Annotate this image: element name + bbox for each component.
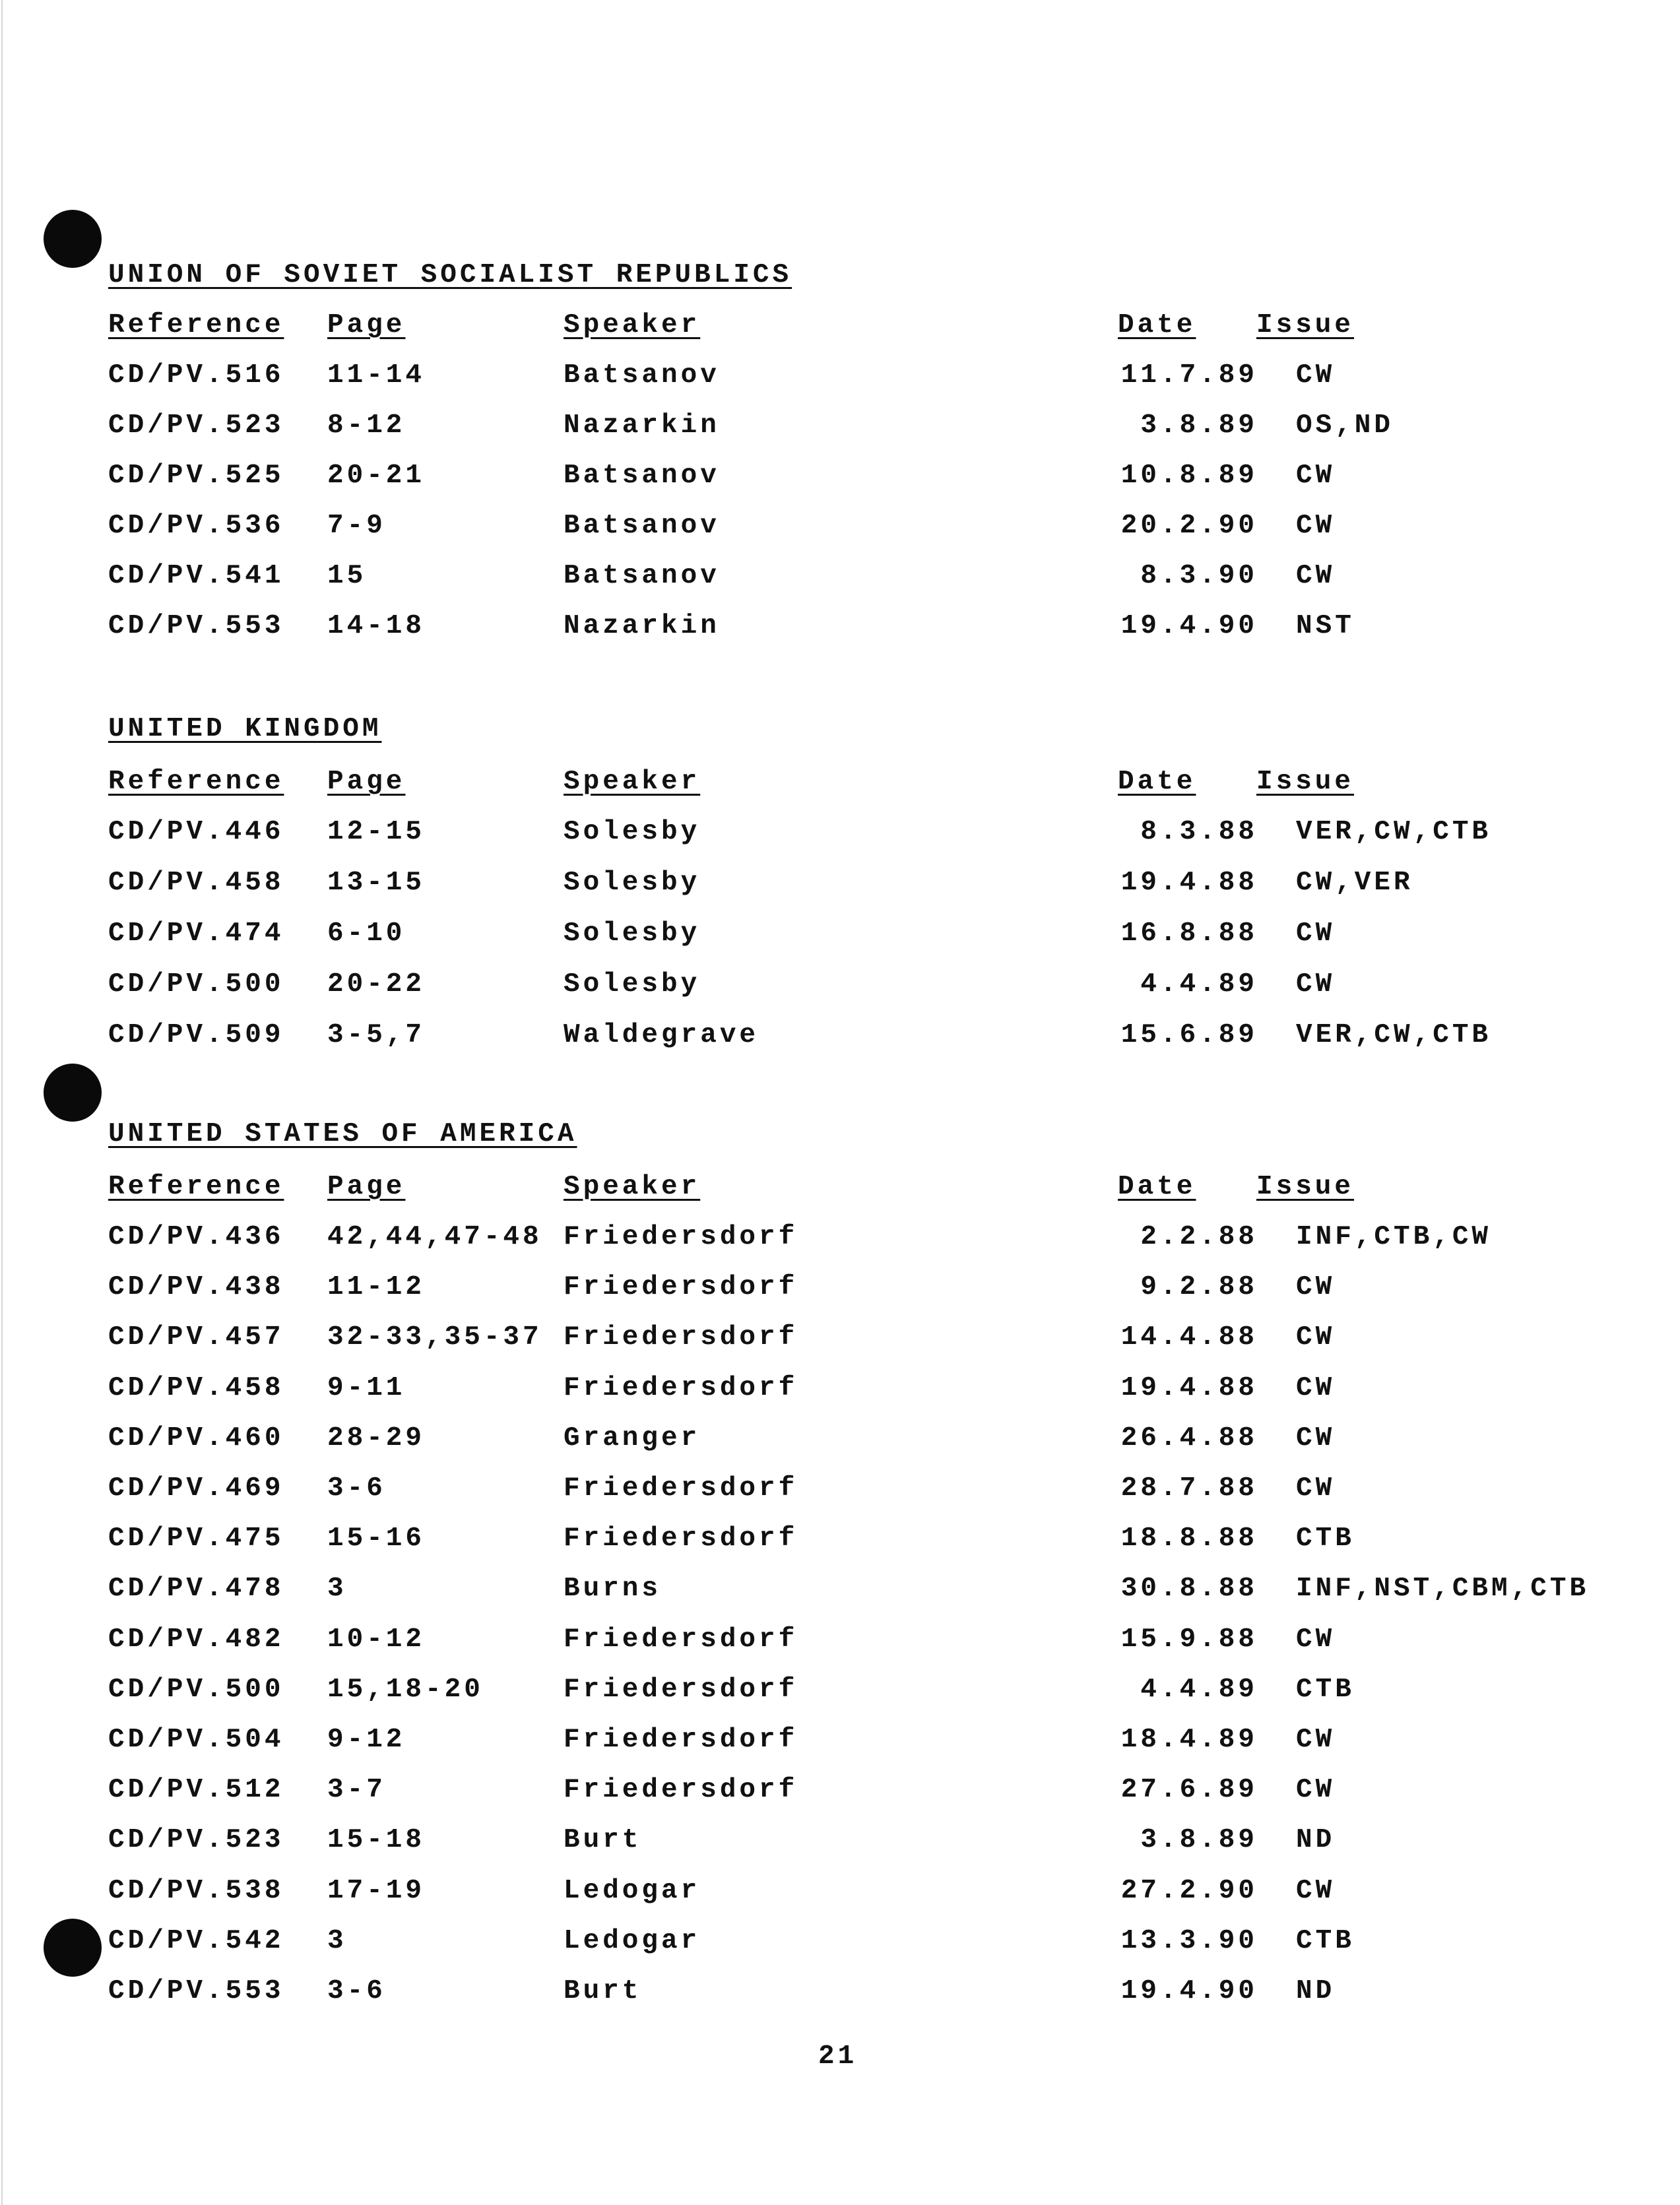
cell-date: 8.3.88 — [1140, 817, 1258, 847]
cell-reference: CD/PV.438 — [108, 1272, 284, 1303]
table-row — [0, 1624, 1680, 1664]
column-header-reference: Reference — [108, 1172, 284, 1202]
table-row — [0, 1272, 1680, 1312]
table-row — [0, 1825, 1680, 1865]
cell-speaker: Solesby — [564, 868, 701, 898]
cell-date: 15.6.89 — [1120, 1020, 1258, 1050]
column-header-speaker: Speaker — [564, 310, 701, 340]
cell-issue: CW — [1296, 969, 1336, 1000]
table-row — [0, 410, 1680, 450]
column-header-speaker: Speaker — [564, 1172, 701, 1202]
cell-speaker: Nazarkin — [564, 410, 720, 441]
cell-speaker: Batsanov — [564, 561, 720, 591]
cell-page: 20-22 — [327, 969, 426, 1000]
cell-date: 18.4.89 — [1120, 1725, 1258, 1755]
cell-reference: CD/PV.523 — [108, 1825, 284, 1856]
cell-issue: CW,VER — [1296, 868, 1413, 898]
cell-page: 15-18 — [327, 1825, 426, 1856]
cell-reference: CD/PV.457 — [108, 1322, 284, 1353]
section-title: UNITED STATES OF AMERICA — [108, 1119, 577, 1149]
cell-reference: CD/PV.504 — [108, 1725, 284, 1755]
table-row — [0, 1020, 1680, 1060]
cell-page: 3 — [327, 1574, 347, 1605]
punch-hole-middle — [44, 1064, 102, 1122]
cell-issue: CW — [1296, 461, 1336, 491]
column-header-row — [0, 310, 1680, 350]
cell-page: 3-6 — [327, 1976, 386, 2006]
cell-reference: CD/PV.446 — [108, 817, 284, 847]
cell-reference: CD/PV.512 — [108, 1775, 284, 1806]
page-number: 21 — [818, 2041, 858, 2072]
cell-speaker: Burt — [564, 1976, 642, 2006]
cell-date: 3.8.89 — [1140, 410, 1258, 441]
cell-issue: CW — [1296, 1422, 1336, 1454]
cell-page: 13-15 — [327, 868, 426, 898]
cell-date: 30.8.88 — [1120, 1574, 1258, 1605]
cell-speaker: Friedersdorf — [564, 1523, 798, 1554]
cell-date: 15.9.88 — [1120, 1624, 1258, 1655]
cell-issue: VER,CW,CTB — [1296, 817, 1492, 847]
section-title: UNITED KINGDOM — [108, 714, 382, 744]
cell-reference: CD/PV.509 — [108, 1020, 284, 1050]
cell-page: 11-14 — [327, 360, 426, 391]
table-row — [0, 868, 1680, 907]
column-header-date: Date — [1118, 767, 1196, 797]
column-header-issue: Issue — [1256, 310, 1355, 340]
table-row — [0, 561, 1680, 600]
cell-date: 20.2.90 — [1120, 511, 1258, 541]
cell-page: 6-10 — [327, 918, 406, 949]
cell-issue: INF,CTB,CW — [1296, 1222, 1492, 1252]
cell-speaker: Friedersdorf — [564, 1222, 798, 1252]
cell-reference: CD/PV.553 — [108, 611, 284, 641]
cell-issue: CW — [1296, 1272, 1336, 1303]
cell-speaker: Ledogar — [564, 1925, 701, 1956]
cell-issue: CW — [1296, 1875, 1336, 1906]
cell-date: 10.8.89 — [1120, 461, 1258, 491]
table-row — [0, 1976, 1680, 2016]
cell-date: 28.7.88 — [1120, 1473, 1258, 1504]
cell-page: 7-9 — [327, 511, 386, 541]
cell-page: 20-21 — [327, 461, 426, 491]
table-row — [0, 1373, 1680, 1413]
cell-reference: CD/PV.478 — [108, 1574, 284, 1605]
cell-reference: CD/PV.523 — [108, 410, 284, 441]
cell-speaker: Burt — [564, 1825, 642, 1856]
table-row — [0, 1876, 1680, 1915]
cell-speaker: Nazarkin — [564, 611, 720, 641]
cell-date: 19.4.88 — [1120, 1372, 1258, 1403]
cell-page: 9-12 — [327, 1725, 406, 1755]
cell-page: 8-12 — [327, 410, 406, 441]
cell-date: 16.8.88 — [1120, 918, 1258, 949]
column-header-reference: Reference — [108, 767, 284, 797]
column-header-row — [0, 767, 1680, 806]
cell-date: 3.8.89 — [1140, 1825, 1258, 1856]
cell-issue: NST — [1296, 611, 1355, 641]
table-row — [0, 360, 1680, 400]
cell-reference: CD/PV.500 — [108, 969, 284, 1000]
cell-page: 3-6 — [327, 1473, 386, 1504]
cell-date: 8.3.90 — [1140, 561, 1258, 591]
cell-date: 14.4.88 — [1120, 1322, 1258, 1353]
column-header-page: Page — [327, 767, 406, 797]
cell-page: 28-29 — [327, 1422, 426, 1454]
column-header-speaker: Speaker — [564, 767, 701, 797]
cell-speaker: Batsanov — [564, 511, 720, 541]
cell-issue: CW — [1296, 360, 1336, 391]
table-row — [0, 1523, 1680, 1563]
column-header-page: Page — [327, 1172, 406, 1202]
cell-speaker: Waldegrave — [564, 1020, 759, 1050]
table-row — [0, 1725, 1680, 1764]
cell-date: 2.2.88 — [1140, 1222, 1258, 1252]
cell-speaker: Burns — [564, 1574, 662, 1605]
cell-speaker: Friedersdorf — [564, 1725, 798, 1755]
table-row — [0, 1675, 1680, 1714]
table-row — [0, 817, 1680, 856]
cell-speaker: Friedersdorf — [564, 1624, 798, 1655]
cell-date: 13.3.90 — [1120, 1925, 1258, 1956]
column-header-row — [0, 1172, 1680, 1211]
cell-issue: CW — [1296, 1322, 1336, 1353]
cell-speaker: Solesby — [564, 918, 701, 949]
cell-page: 9-11 — [327, 1372, 406, 1403]
table-row — [0, 918, 1680, 958]
cell-page: 3 — [327, 1925, 347, 1956]
cell-speaker: Friedersdorf — [564, 1322, 798, 1353]
table-row — [0, 1574, 1680, 1613]
cell-page: 15 — [327, 561, 367, 591]
column-header-page: Page — [327, 310, 406, 340]
cell-page: 10-12 — [327, 1624, 426, 1655]
column-header-issue: Issue — [1256, 1172, 1355, 1202]
cell-reference: CD/PV.474 — [108, 918, 284, 949]
cell-date: 19.4.90 — [1120, 1976, 1258, 2006]
table-row — [0, 969, 1680, 1009]
cell-page: 17-19 — [327, 1875, 426, 1906]
punch-hole-top — [44, 210, 102, 268]
column-header-date: Date — [1118, 310, 1196, 340]
cell-reference: CD/PV.500 — [108, 1674, 284, 1705]
cell-speaker: Granger — [564, 1422, 701, 1454]
cell-date: 9.2.88 — [1140, 1272, 1258, 1303]
cell-issue: CTB — [1296, 1674, 1355, 1705]
table-row — [0, 1222, 1680, 1262]
cell-speaker: Solesby — [564, 969, 701, 1000]
cell-page: 3-7 — [327, 1775, 386, 1806]
cell-speaker: Friedersdorf — [564, 1674, 798, 1705]
table-row — [0, 461, 1680, 500]
cell-issue: CW — [1296, 1473, 1336, 1504]
table-row — [0, 611, 1680, 651]
table-row — [0, 511, 1680, 550]
cell-speaker: Friedersdorf — [564, 1272, 798, 1303]
cell-date: 4.4.89 — [1140, 1674, 1258, 1705]
cell-page: 32-33,35-37 — [327, 1322, 542, 1353]
cell-issue: CW — [1296, 561, 1336, 591]
cell-page: 12-15 — [327, 817, 426, 847]
cell-speaker: Friedersdorf — [564, 1775, 798, 1806]
column-header-date: Date — [1118, 1172, 1196, 1202]
cell-reference: CD/PV.436 — [108, 1222, 284, 1252]
cell-reference: CD/PV.482 — [108, 1624, 284, 1655]
cell-issue: CTB — [1296, 1523, 1355, 1554]
cell-speaker: Batsanov — [564, 461, 720, 491]
cell-reference: CD/PV.516 — [108, 360, 284, 391]
cell-speaker: Batsanov — [564, 360, 720, 391]
cell-reference: CD/PV.458 — [108, 1372, 284, 1403]
cell-page: 42,44,47-48 — [327, 1222, 542, 1252]
cell-speaker: Solesby — [564, 817, 701, 847]
cell-date: 18.8.88 — [1120, 1523, 1258, 1554]
cell-issue: INF,NST,CBM,CTB — [1296, 1574, 1590, 1605]
column-header-reference: Reference — [108, 310, 284, 340]
cell-reference: CD/PV.475 — [108, 1523, 284, 1554]
cell-reference: CD/PV.536 — [108, 511, 284, 541]
cell-page: 3-5,7 — [327, 1020, 426, 1050]
cell-speaker: Friedersdorf — [564, 1372, 798, 1403]
section-title: UNION OF SOVIET SOCIALIST REPUBLICS — [108, 260, 792, 290]
cell-issue: CW — [1296, 1624, 1336, 1655]
cell-page: 15-16 — [327, 1523, 426, 1554]
cell-speaker: Friedersdorf — [564, 1473, 798, 1504]
table-row — [0, 1926, 1680, 1965]
column-header-issue: Issue — [1256, 767, 1355, 797]
cell-date: 19.4.88 — [1120, 868, 1258, 898]
table-row — [0, 1322, 1680, 1362]
cell-issue: CW — [1296, 511, 1336, 541]
cell-speaker: Ledogar — [564, 1875, 701, 1906]
cell-issue: CW — [1296, 918, 1336, 949]
cell-date: 27.6.89 — [1120, 1775, 1258, 1806]
cell-reference: CD/PV.525 — [108, 461, 284, 491]
cell-date: 19.4.90 — [1120, 611, 1258, 641]
table-row — [0, 1423, 1680, 1463]
cell-reference: CD/PV.469 — [108, 1473, 284, 1504]
cell-issue: ND — [1296, 1825, 1336, 1856]
cell-page: 11-12 — [327, 1272, 426, 1303]
cell-page: 14-18 — [327, 611, 426, 641]
cell-reference: CD/PV.541 — [108, 561, 284, 591]
cell-date: 26.4.88 — [1120, 1422, 1258, 1454]
cell-page: 15,18-20 — [327, 1674, 484, 1705]
cell-reference: CD/PV.553 — [108, 1976, 284, 2006]
cell-reference: CD/PV.538 — [108, 1875, 284, 1906]
table-row — [0, 1775, 1680, 1814]
cell-issue: CW — [1296, 1775, 1336, 1806]
cell-reference: CD/PV.460 — [108, 1422, 284, 1454]
cell-date: 27.2.90 — [1120, 1875, 1258, 1906]
cell-issue: ND — [1296, 1976, 1336, 2006]
cell-reference: CD/PV.458 — [108, 868, 284, 898]
cell-date: 11.7.89 — [1120, 360, 1258, 391]
cell-issue: CTB — [1296, 1925, 1355, 1956]
cell-issue: CW — [1296, 1725, 1336, 1755]
table-row — [0, 1473, 1680, 1513]
cell-reference: CD/PV.542 — [108, 1925, 284, 1956]
cell-issue: VER,CW,CTB — [1296, 1020, 1492, 1050]
cell-issue: OS,ND — [1296, 410, 1394, 441]
cell-issue: CW — [1296, 1372, 1336, 1403]
cell-date: 4.4.89 — [1140, 969, 1258, 1000]
